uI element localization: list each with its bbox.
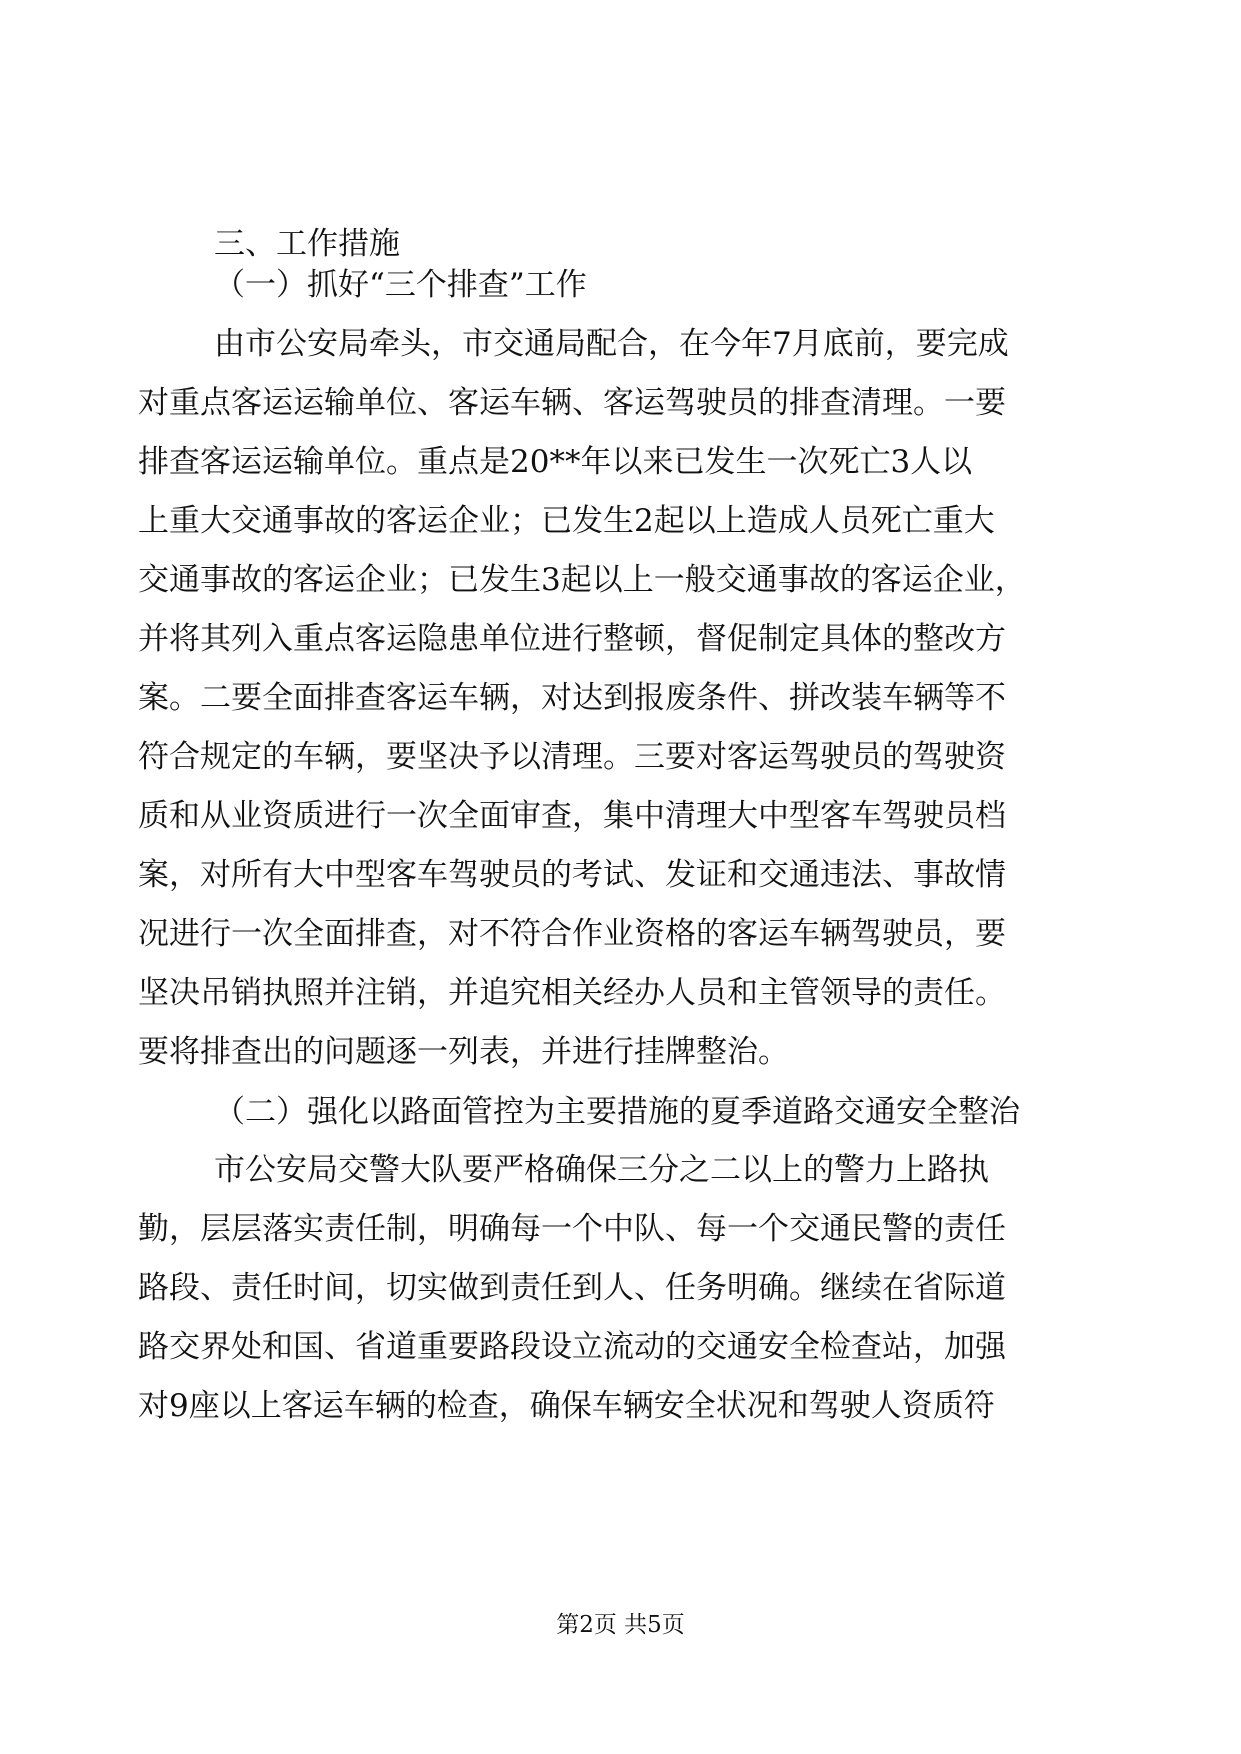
paragraph-line: 路交界处和国、省道重要路段设立流动的交通安全检查站，加强 [138,1329,1006,1365]
paragraph-line: 况进行一次全面排查，对不符合作业资格的客运车辆驾驶员，要 [138,916,1006,952]
paragraph-line: 交通事故的客运企业；已发生3起以上一般交通事故的客运企业， [138,562,1026,598]
paragraph-line: 符合规定的车辆，要坚决予以清理。三要对客运驾驶员的驾驶资 [138,739,1006,775]
paragraph-line: 由市公安局牵头，市交通局配合，在今年7月底前，要完成 [214,326,1009,362]
paragraph-line: 并将其列入重点客运隐患单位进行整顿，督促制定具体的整改方 [138,621,1006,657]
section-heading: 三、工作措施 [214,226,400,262]
paragraph-line: 案。二要全面排查客运车辆，对达到报废条件、拼改装车辆等不 [138,680,1006,716]
paragraph-line: 对9座以上客运车辆的检查，确保车辆安全状况和驾驶人资质符 [138,1388,995,1424]
paragraph-line: 排查客运运输单位。重点是20**年以来已发生一次死亡3人以 [138,444,973,480]
paragraph-line: 坚决吊销执照并注销，并追究相关经办人员和主管领导的责任。 [138,975,1006,1011]
paragraph-line: 市公安局交警大队要严格确保三分之二以上的警力上路执 [214,1152,989,1188]
paragraph-line: 路段、责任时间，切实做到责任到人、任务明确。继续在省际道 [138,1270,1006,1306]
paragraph-line: 要将排查出的问题逐一列表，并进行挂牌整治。 [138,1034,789,1070]
paragraph-line: 对重点客运运输单位、客运车辆、客运驾驶员的排查清理。一要 [138,385,1006,421]
paragraph-line: 案，对所有大中型客车驾驶员的考试、发证和交通违法、事故情 [138,857,1006,893]
page-footer: 第2页 共5页 [556,1612,685,1638]
subsection-heading: （一）抓好“三个排查”工作 [214,267,587,303]
paragraph-line: 质和从业资质进行一次全面审查，集中清理大中型客车驾驶员档 [138,798,1006,834]
paragraph-line: 上重大交通事故的客运企业；已发生2起以上造成人员死亡重大 [138,503,995,539]
paragraph-line: 勤，层层落实责任制，明确每一个中队、每一个交通民警的责任 [138,1211,1006,1247]
subsection-heading: （二）强化以路面管控为主要措施的夏季道路交通安全整治 [214,1094,1020,1130]
